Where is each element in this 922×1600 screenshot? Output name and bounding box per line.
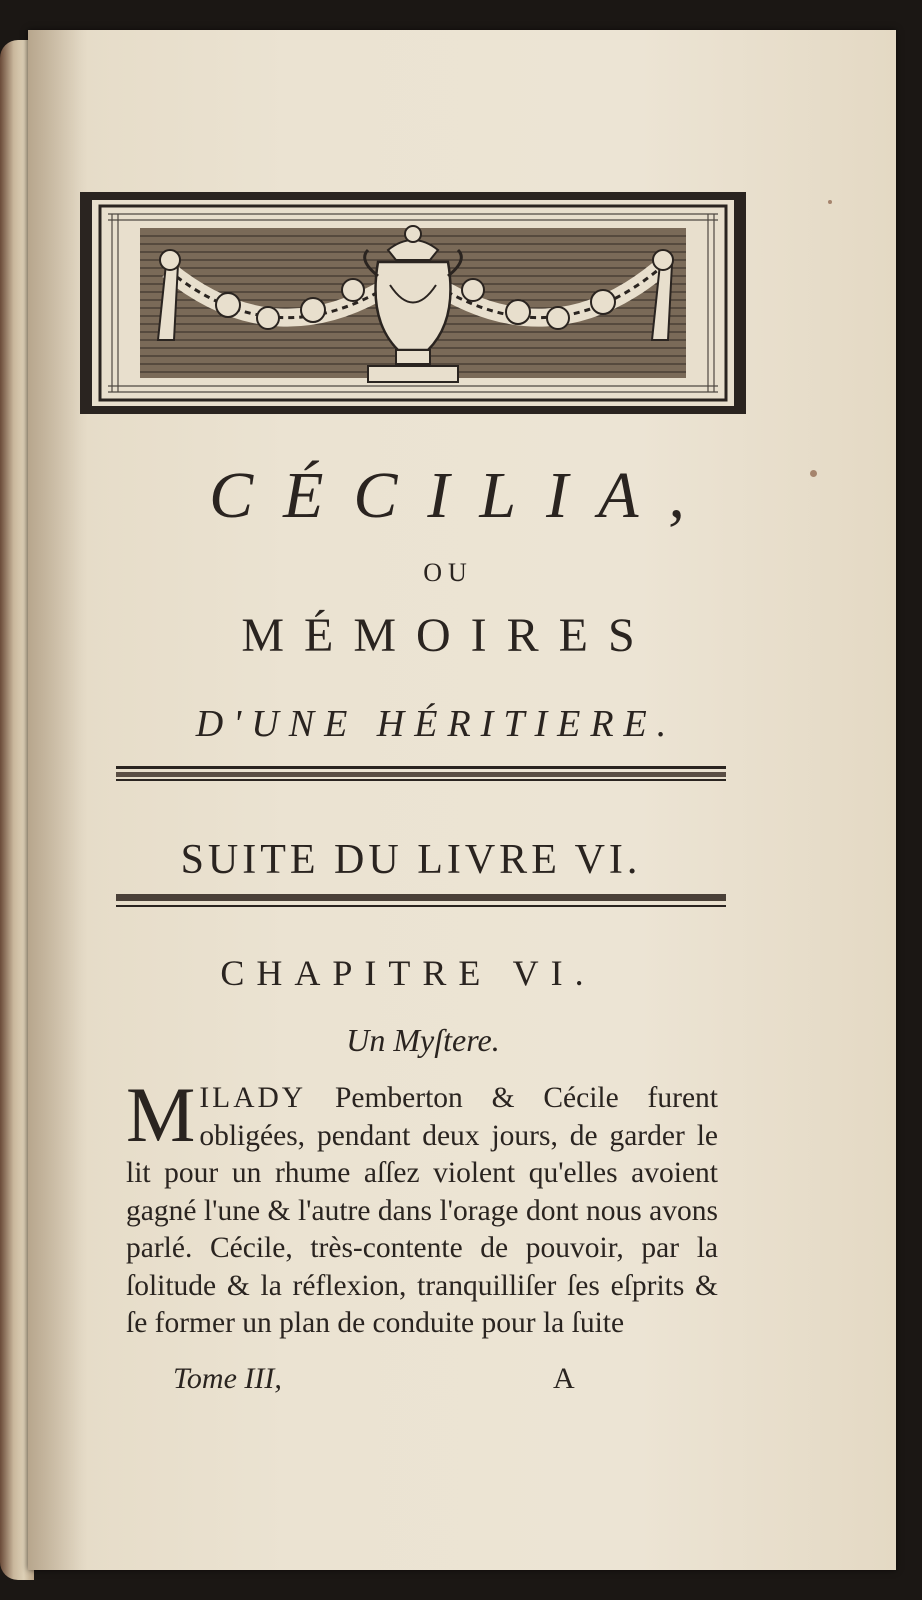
foxing-spot — [810, 470, 817, 477]
page-footer — [173, 1362, 673, 1396]
body-paragraph — [126, 1071, 718, 1343]
title-conjunction: OU — [423, 558, 473, 587]
section-heading: SUITE DU LIVRE VI. — [180, 837, 642, 883]
book-page — [28, 30, 896, 1570]
volume-label: Tome III, — [173, 1362, 282, 1395]
drop-cap: M — [126, 1071, 196, 1158]
subtitle-heritiere: D'UNE HÉRITIERE. — [195, 703, 677, 745]
foxing-spot — [828, 200, 832, 204]
signature-mark: A — [553, 1362, 575, 1395]
body-text: Pemberton & Cécile furent obligées, pendant deux jours, de garder le lit pour un rhume aſſez violent qu'elles avoient gagné l'une & l'autre dans l'orage dont nous avons parlé. Cécile, très-contente de pouvoir, par la ſolitude & la réflexion, tranquilliſer ſes eſprits & ſe former un plan de conduite pour la ſuite — [126, 1082, 718, 1339]
subtitle-memoires: MÉMOIRES — [241, 609, 655, 662]
chapter-heading: CHAPITRE VI. — [220, 953, 596, 993]
book-title: CÉCILIA, — [209, 459, 715, 532]
ornamental-rule-top — [116, 764, 726, 782]
chapter-title: Un Myſtere. — [346, 1022, 500, 1058]
woodcut-headpiece-icon — [78, 190, 748, 416]
first-word-rest: ILADY — [199, 1082, 307, 1114]
ornamental-rule-bottom — [116, 892, 726, 910]
